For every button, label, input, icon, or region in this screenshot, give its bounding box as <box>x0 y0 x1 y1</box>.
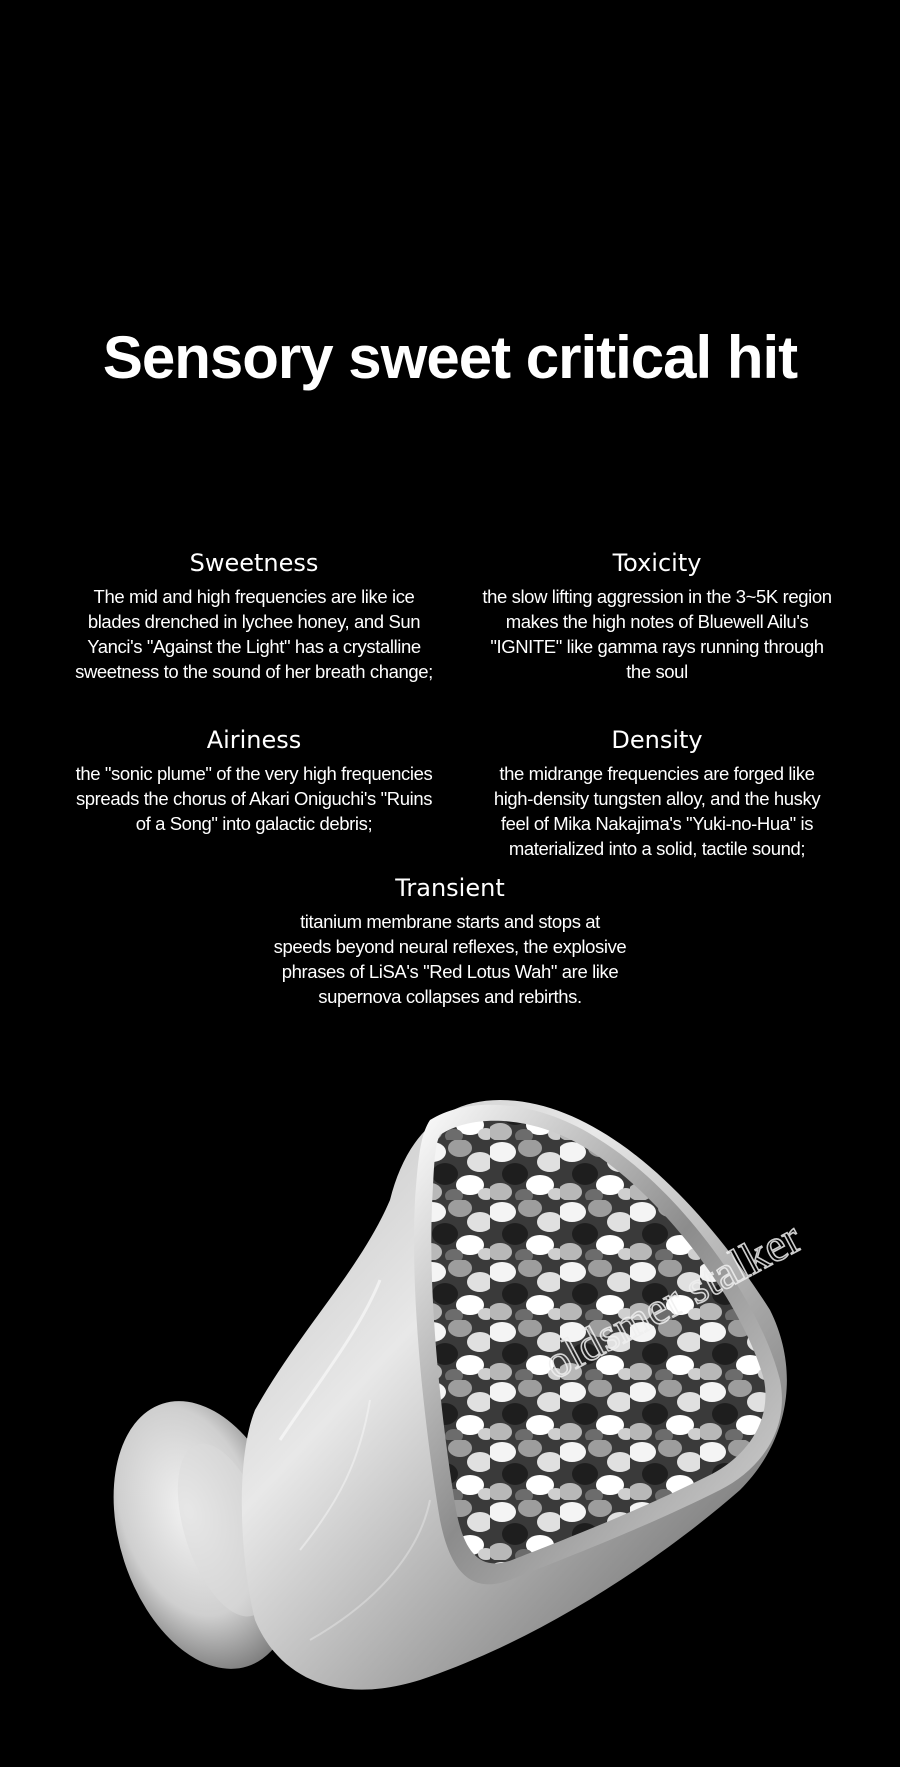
earphone-image <box>0 1080 900 1767</box>
feature-toxicity <box>478 548 836 684</box>
feature-title-toxicity: Toxicity <box>612 549 702 577</box>
feature-title-density: Density <box>611 726 703 754</box>
earphone-illustration <box>0 1080 900 1767</box>
feature-sweetness <box>70 548 438 684</box>
svg-text:oldsmer stalker: oldsmer stalker <box>535 1211 809 1389</box>
feature-title-sweetness: Sweetness <box>189 549 319 577</box>
feature-transient <box>270 873 630 1009</box>
feature-text-toxicity: the slow lifting aggression in the 3~5K region makes the high notes of Bluewell Ailu's "IGNITE" like gamma rays running through the soul <box>482 586 832 682</box>
feature-title-transient: Transient <box>395 874 505 902</box>
feature-text-density: the midrange frequencies are forged like high-density tungsten alloy, and the husky feel of Mika Nakajima's "Yuki-no-Hua" is materialized into a solid, tactile sound; <box>493 763 821 859</box>
feature-title-airiness: Airiness <box>206 726 302 754</box>
feature-text-sweetness: The mid and high frequencies are like ice blades drenched in lychee honey, and Sun Yanci's "Against the Light" has a crystalline sweetness to the sound of her breath change; <box>75 586 433 682</box>
feature-text-transient: titanium membrane starts and stops at speeds beyond neural reflexes, the explosive phrases of LiSA's "Red Lotus Wah" are like supernova collapses and rebirths. <box>273 911 627 1007</box>
feature-airiness <box>70 725 438 836</box>
feature-density <box>478 725 836 861</box>
page-title: Sensory sweet critical hit <box>102 324 798 391</box>
feature-text-airiness: the "sonic plume" of the very high frequencies spreads the chorus of Akari Oniguchi's "Ruins of a Song" into galactic debris; <box>75 763 433 834</box>
